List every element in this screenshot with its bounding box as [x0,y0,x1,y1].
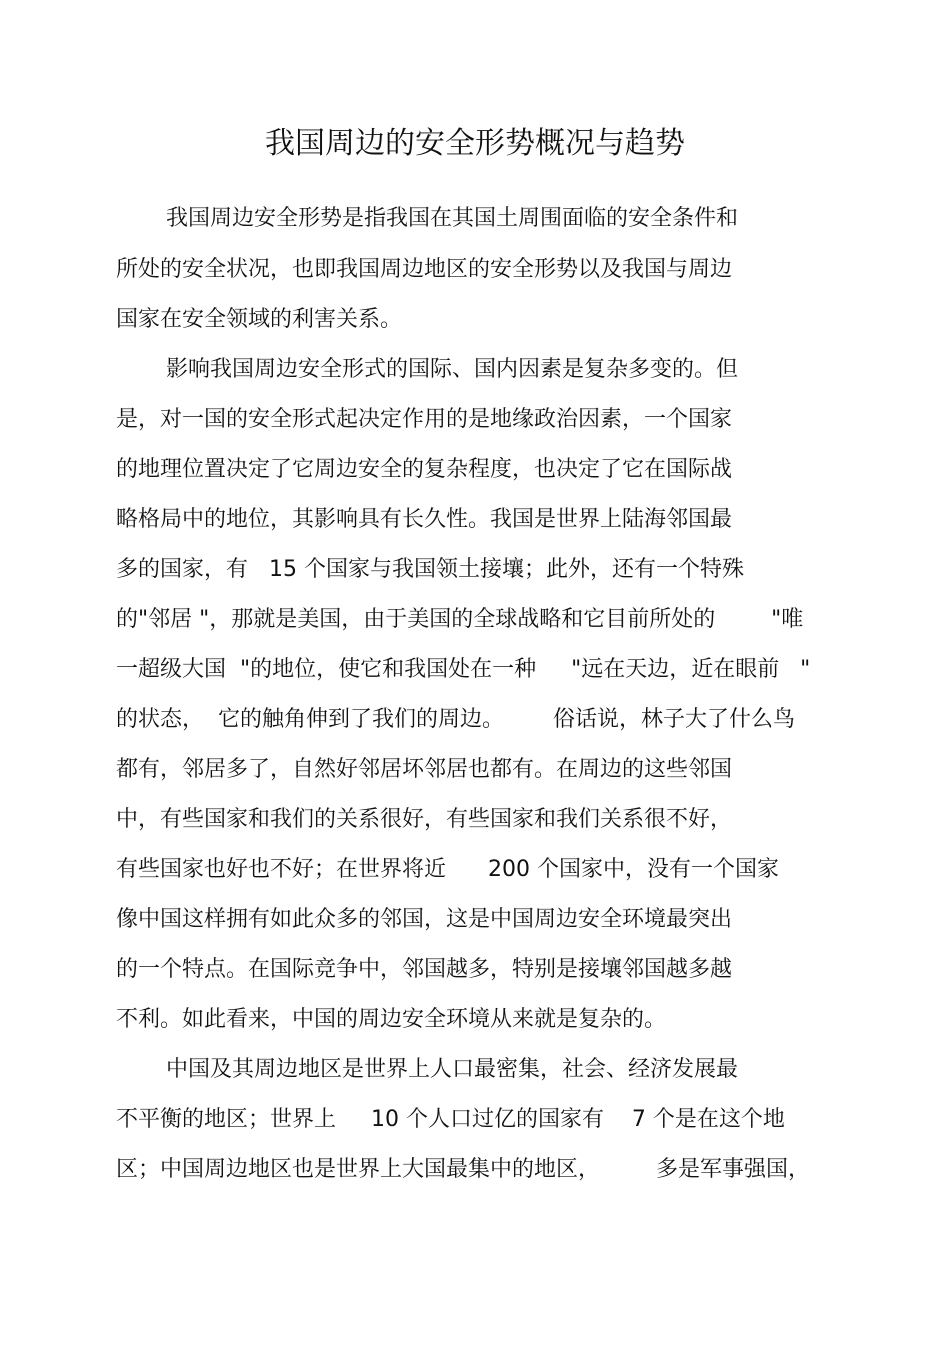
paragraph-line: 像中国这样拥有如此众多的邻国，这是中国周边安全环境最突出 [116,907,733,932]
paragraph-line: 一超级大国 "的地位，使它和我国处在一种 "远在天边，近在眼前 " [116,657,811,682]
paragraph-line: 不平衡的地区；世界上 10 个人口过亿的国家有 7 个是在这个地 [116,1107,785,1132]
paragraph-line: 的状态， 它的触角伸到了我们的周边。 俗话说，林子大了什么鸟 [116,707,795,732]
paragraph-line: 所处的安全状况，也即我国周边地区的安全形势以及我国与周边 [116,257,733,282]
paragraph-line: 的"邻居 "，那就是美国，由于美国的全球战略和它目前所处的 "唯 [116,607,804,632]
paragraph-line: 略格局中的地位，其影响具有长久性。我国是世界上陆海邻国最 [116,507,733,532]
paragraph-line: 国家在安全领域的利害关系。 [116,307,403,332]
paragraph-line: 我国周边安全形势是指我国在其国土周围面临的安全条件和 [166,206,739,231]
paragraph-line: 多的国家，有 15 个国家与我国领土接壤；此外，还有一个特殊 [116,557,744,582]
paragraph-line: 都有，邻居多了，自然好邻居坏邻居也都有。在周边的这些邻国 [116,757,733,782]
paragraph-line: 有些国家也好也不好；在世界将近 200 个国家中，没有一个国家 [116,857,779,882]
paragraph-line: 的地理位置决定了它周边安全的复杂程度，也决定了它在国际战 [116,457,733,482]
page-title: 我国周边的安全形势概况与趋势 [265,126,685,161]
paragraph-line: 区；中国周边地区也是世界上大国最集中的地区， 多是军事强国， [116,1157,810,1182]
paragraph-line: 的一个特点。在国际竞争中，邻国越多，特别是接壤邻国越多越 [116,957,733,982]
paragraph-line: 是，对一国的安全形式起决定作用的是地缘政治因素，一个国家 [116,407,733,432]
paragraph-line: 中国及其周边地区是世界上人口最密集，社会、经济发展最 [166,1057,739,1082]
paragraph-line: 不利。如此看来，中国的周边安全环境从来就是复杂的。 [116,1007,667,1032]
paragraph-line: 影响我国周边安全形式的国际、国内因素是复杂多变的。但 [166,357,739,382]
paragraph-line: 中，有些国家和我们的关系很好，有些国家和我们关系很不好， [116,807,733,832]
